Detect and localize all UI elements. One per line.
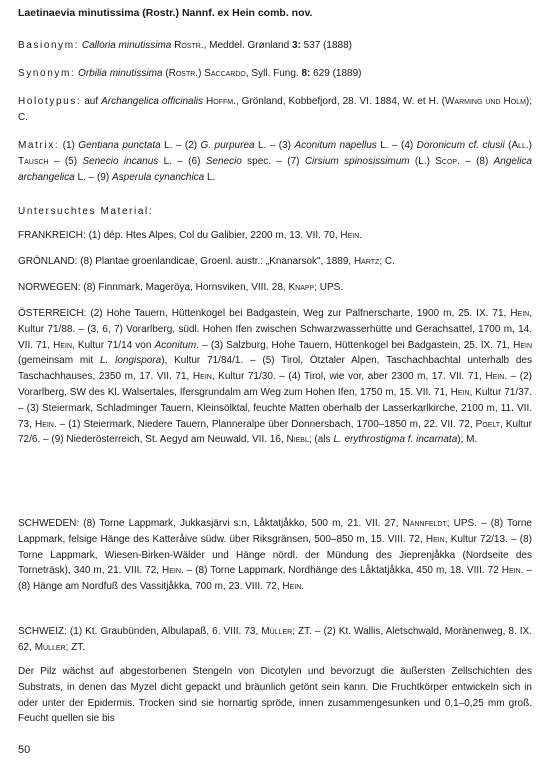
synonym-volume: 8: — [301, 68, 311, 79]
matrix-species: Senecio incanus — [82, 155, 159, 167]
record-text: (gemeinsam mit — [18, 355, 100, 367]
synonym-label: Synonym: — [18, 68, 76, 79]
record-text: . – (1) Steiermark, Niedere Tauern, Planneralpe über Donnersbach, 1700–1850 m, 22. VII. 72, — [53, 418, 476, 430]
record-text: , Kultur 71/30. – (4) Tirol, wie vor, aber 2300 m, 17. VII. 71, — [211, 371, 486, 383]
record-text: ; UPS. — [314, 282, 344, 293]
holotypus-collectors: (Warming und Holm) — [441, 96, 530, 107]
record-text: ; ZT. — [65, 641, 86, 653]
collector-name: Hein — [450, 386, 470, 398]
matrix-text: L. – (2) — [160, 140, 201, 151]
record-text: (8) Torne Lappmark, Jukkasjärvi s:n, Låktatjåkko, 500 m, 21. VII. 27, — [79, 518, 403, 529]
basionym-volume: 3: — [291, 40, 301, 51]
species-name: L. longispora — [99, 355, 162, 367]
record-frankreich — [18, 228, 532, 244]
record-schweiz — [18, 624, 532, 656]
record-schweden — [18, 516, 532, 595]
matrix-species: Cirsium spinosissimum — [304, 155, 410, 167]
synonym-author: (Rostr.) Saccardo — [165, 68, 246, 79]
basionym-journal: , Meddel. Grønland — [203, 40, 292, 51]
record-text: . – (3) Salzburg, Hohe Tauern, Hüttenkogel bei Badgastein, 25. IX. 71, — [196, 339, 514, 351]
country-label: NORWEGEN: — [18, 282, 81, 293]
page-number: 50 — [18, 744, 31, 756]
matrix-text: (L.) — [409, 155, 436, 167]
collector-name: Hein — [340, 230, 360, 241]
synonym-journal: , Syll. Fung. — [245, 68, 302, 79]
record-text: (8) Plantae groenlandicae, Groenl. austr.: „Knanarsok", 1889, — [77, 256, 354, 267]
record-text: ; (als — [308, 434, 334, 446]
collector-name: Hartz — [353, 256, 380, 267]
matrix-species: Doronicum cf. clusii — [416, 140, 505, 151]
country-label: SCHWEDEN: — [18, 518, 80, 529]
matrix-species: Aconitum napellus — [294, 140, 377, 151]
collector-name: Hein — [510, 308, 530, 319]
record-text: , Kultur 71/14 von — [72, 339, 155, 351]
basionym-paragraph — [18, 38, 532, 54]
collector-name: Poelt — [475, 418, 501, 430]
matrix-text: L. – (3) — [254, 140, 295, 151]
species-name: L. erythrostigma f. incarnata — [333, 434, 458, 446]
collector-name: Knapp — [288, 282, 315, 293]
record-norwegen — [18, 280, 532, 296]
matrix-species: Senecio — [205, 155, 242, 167]
record-text: ); M. — [457, 434, 478, 446]
country-label: GRÖNLAND: — [18, 256, 78, 267]
collector-name: Niebl — [286, 434, 309, 446]
collector-name: Hein — [192, 371, 212, 383]
matrix-author: (All.) Tausch — [18, 140, 533, 167]
matrix-paragraph — [18, 138, 532, 185]
record-text: (8) Finnmark, Mageröya, Hornsviken, VIII. 28, — [80, 282, 289, 293]
matrix-species: Angelica archangelica — [18, 155, 532, 183]
holotypus-text: auf — [81, 96, 102, 107]
collector-name: Hein — [53, 339, 73, 351]
matrix-label: Matrix: — [18, 140, 60, 151]
collector-name: Müller — [261, 626, 293, 637]
collector-name: Nannfeldt — [402, 518, 447, 529]
record-text: (1) dép. Htes Alpes, Col du Galibier, 2200 m, 13. VII. 70, — [85, 230, 341, 241]
record-text: , Kultur 72/13. – (8) Torne Lappmark, Wiesen-Birken-Wälder und Hänge nördl. der Mündung des Jieprenjåkka (Nordseite des Torneträsk), 340 m, 21. VIII. 72, — [18, 533, 532, 577]
basionym-author: Rostr. — [174, 40, 204, 51]
species-title: Laetinaevia minutissima (Rostr.) Nannf. ex Hein comb. nov. — [18, 7, 313, 19]
record-text: . — [301, 581, 305, 593]
matrix-text: – (5) — [48, 155, 83, 167]
record-text: ; ZT. – (2) Kt. Wallis, Aletschwald, Moränenweg, 8. IX. 62, — [18, 626, 532, 653]
record-text: . – (8) Torne Lappmark, Nordhänge des Låktatjåkka, 450 m, 18. VIII. 72 — [180, 565, 502, 577]
record-text: , Kultur 72/6. – (9) Niederösterreich, St. Aegyd am Neuwald, VII. 16, — [18, 418, 533, 446]
synonym-species: Orbilia minutissima — [78, 68, 163, 79]
collector-name: Hein — [425, 533, 445, 545]
matrix-text: L. — [204, 171, 216, 183]
holotypus-host: Archangelica officinalis — [101, 96, 204, 107]
record-text: . – (2) Vorarlberg, SW des Kl. Walsertales, Ifersgrundalm am Weg zum Hohen Ifen, 1750 m, 15. VII. 71, — [18, 371, 533, 398]
material-heading: Untersuchtes Material: — [18, 206, 154, 217]
country-label: ÖSTERREICH: — [18, 308, 87, 319]
holotypus-herbarium: ; C. — [18, 96, 533, 123]
matrix-text: L. – (9) — [74, 171, 112, 183]
matrix-text: – (8) — [459, 155, 494, 167]
record-text: ; UPS. – (8) Torne Lappmark, felsige Hänge des Katteråive südw. über Riksgränsen, 500–850 m, 15. VIII. 72, — [18, 518, 532, 545]
matrix-species: Gentiana punctata — [78, 140, 161, 151]
matrix-text: L. – (4) — [376, 140, 417, 151]
matrix-text: (1) — [59, 140, 79, 151]
holotypus-locality: , Grönland, Kobbefjord, 28. VI. 1884, W. et H. — [235, 96, 442, 107]
host-name: Aconitum — [154, 339, 197, 351]
collector-name: Hein — [513, 339, 532, 351]
collector-name: Hein — [501, 565, 521, 577]
basionym-label: Basionym: — [18, 40, 80, 51]
collector-name: Hein — [282, 581, 302, 593]
record-text: . — [359, 230, 363, 241]
matrix-species: Asperula cynanchica — [111, 171, 205, 183]
holotypus-label: Holotypus: — [18, 96, 82, 107]
matrix-text: L. – (6) — [158, 155, 206, 167]
matrix-species: G. purpurea — [200, 140, 255, 151]
record-text: ), Kultur 71/84/1. – (5) Tirol, Ötztaler Alpen, Taschachbachtal unterhalb des Taschachhauses, 2350 m, 17. VII. 71, — [18, 355, 532, 383]
holotypus-paragraph — [18, 94, 532, 126]
collector-name: Müller — [34, 641, 66, 653]
basionym-page: 537 (1888) — [300, 40, 353, 51]
collector-name: Hein — [34, 418, 54, 430]
holotypus-author: Hoffm. — [206, 96, 236, 107]
collector-name: Hein — [485, 371, 505, 383]
country-label: FRANKREICH: — [18, 230, 86, 241]
description-paragraph: Der Pilz wächst auf abgestorbenen Stengeln von Dicotylen und bevorzugt die äußersten Zellschichten des Substrats, in denen das Myzel dicht gepackt und bräunlich getönt sein kann. Die Fruchtkörper entwickeln sich in oder unter der Epidermis. Trocken sind sie hornartig spröde, innen zusammengesunken und 0,1–0,25 mm groß. Feucht quellen sie bis — [18, 666, 532, 725]
record-text: , Kultur 71/37. – (3) Steiermark, Schladminger Tauern, Kleinsölktal, feuchte Matten oberhalb der Lasserkarlkirche, 2100 m, 11. VII. 73, — [18, 386, 532, 430]
basionym-species: Calloria minutissima — [81, 40, 172, 51]
record-text: , Kultur 71/88. – (3, 6, 7) Vorarlberg, südl. Hohen Ifen zwischen Schwarzwasserhütte und Gerachsattel, 1700 m, 14. VII. 71, — [18, 308, 532, 351]
synonym-paragraph — [18, 66, 532, 82]
record-oesterreich — [18, 306, 532, 448]
record-text: (2) Hohe Tauern, Hüttenkogel bei Badgastein, Weg zur Palfnerscharte, 1900 m, 25. IX. 71, — [86, 308, 511, 319]
record-text: (1) Kt. Graubünden, Albulapaß, 6. VIII. 73, — [66, 626, 262, 637]
collector-name: Hein — [162, 565, 181, 577]
matrix-text: spec. – (7) — [241, 155, 305, 167]
synonym-page: 629 (1889) — [310, 68, 362, 79]
record-text: . – (8) Hänge am Nordfuß des Vassitjåkka, 700 m, 23. VIII. 72, — [18, 565, 532, 593]
country-label: SCHWEIZ: — [18, 626, 67, 637]
matrix-author: Scop. — [435, 155, 460, 167]
record-groenland — [18, 254, 532, 270]
record-text: ; C. — [379, 256, 395, 267]
